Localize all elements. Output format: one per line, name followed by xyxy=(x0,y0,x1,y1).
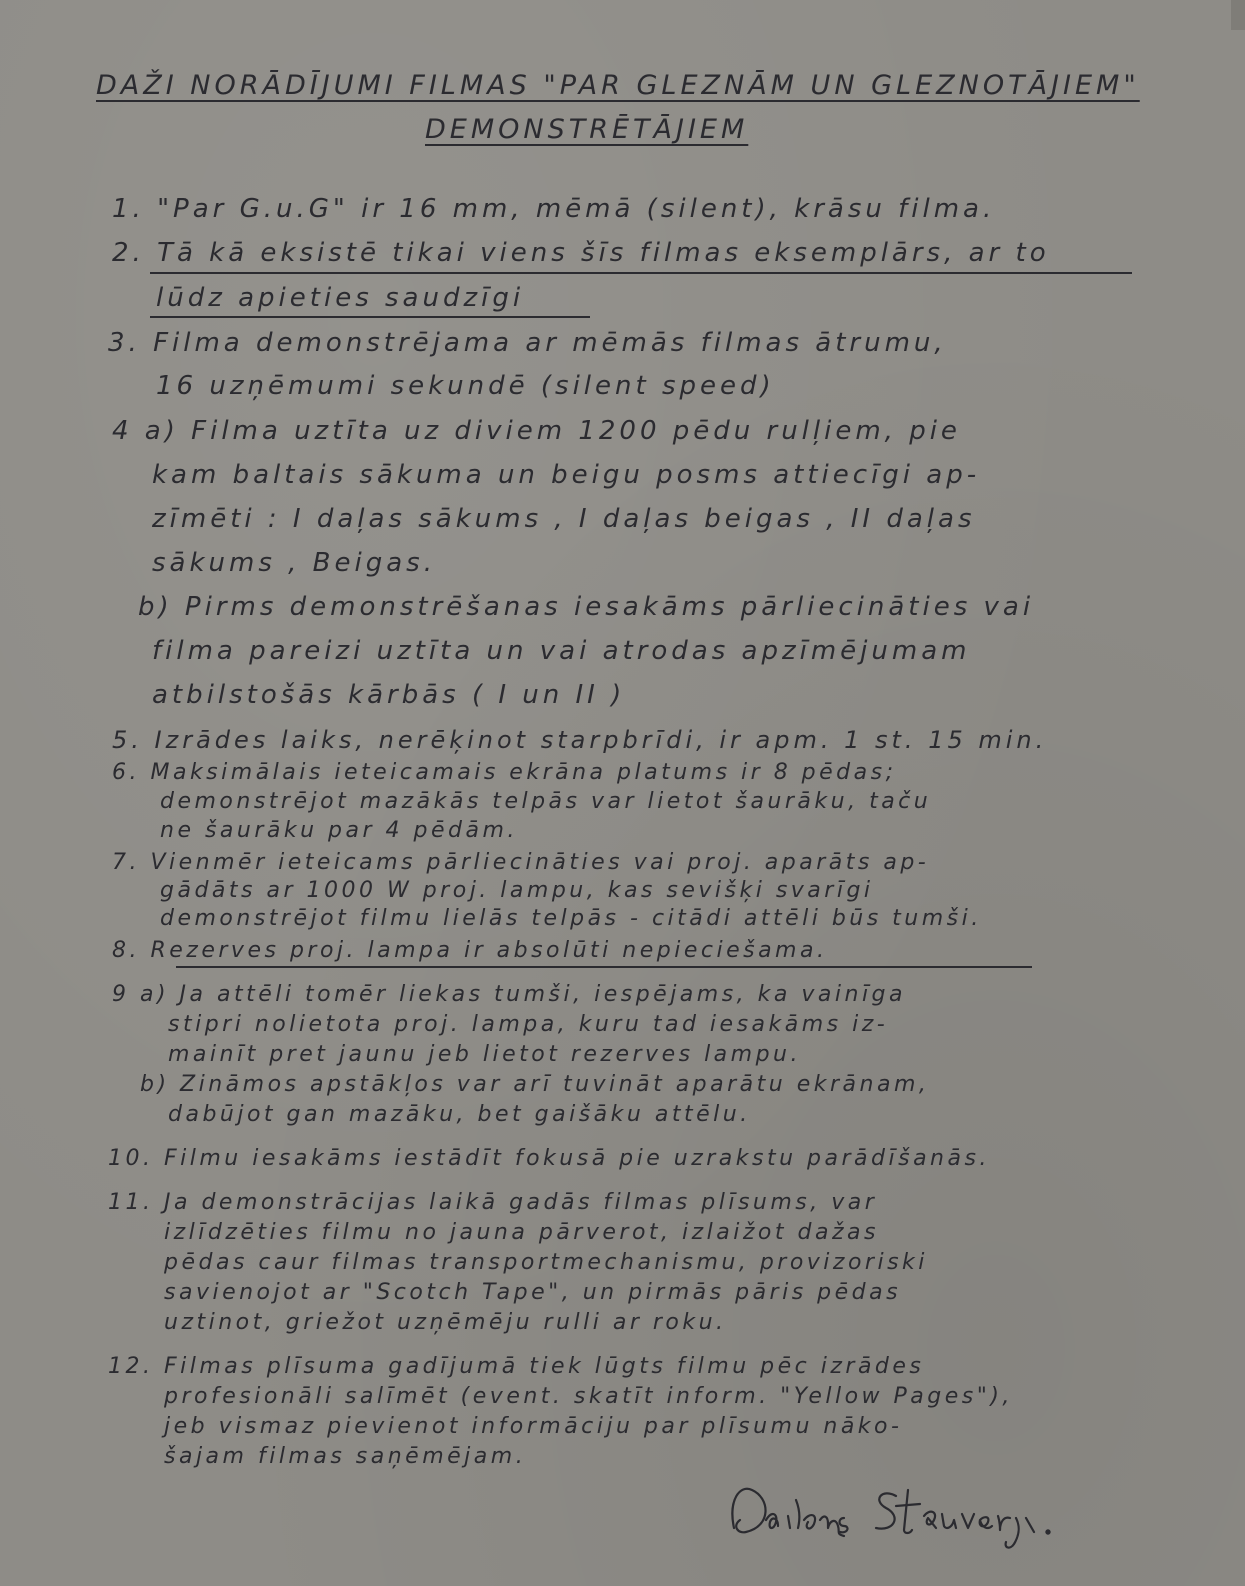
item-11-line1: 11. Ja demonstrācijas laikā gadās filmas plīsums, var xyxy=(108,1190,878,1215)
item-3-line1: 3. Filma demonstrējama ar mēmās filmas ātrumu, xyxy=(108,328,947,358)
item-9a-line3: mainīt pret jaunu jeb lietot rezerves lampu. xyxy=(168,1042,801,1067)
item-4b-line1: b) Pirms demonstrēšanas iesakāms pārliecināties vai xyxy=(138,592,1035,622)
item-11-line2: izlīdzēties filmu no jauna pārverot, izlaižot dažas xyxy=(164,1220,879,1245)
item-11-line5: uztinot, griežot uzņēmēju rulli ar roku. xyxy=(164,1310,727,1335)
item-11-line3: pēdas caur filmas transportmechanismu, provizoriski xyxy=(164,1250,928,1275)
item-9b-line2: dabūjot gan mazāku, bet gaišāku attēlu. xyxy=(168,1102,751,1127)
item-11-line4: savienojot ar "Scotch Tape", un pirmās pāris pēdas xyxy=(164,1280,902,1305)
item-2-line2: lūdz apieties saudzīgi xyxy=(156,283,525,313)
document-title-line2: DEMONSTRĒTĀJIEM xyxy=(425,114,749,145)
item-2-line1: 2. Tā kā eksistē tikai viens šīs filmas eksemplārs, ar to xyxy=(112,238,1050,268)
item-6-line1: 6. Maksimālais ieteicamais ekrāna platums ir 8 pēdas; xyxy=(112,760,897,785)
paper-corner xyxy=(1231,0,1245,30)
document-title-line1: DAŽI NORĀDĪJUMI FILMAS "PAR GLEZNĀM UN GLEZNOTĀJIEM" xyxy=(96,70,1140,101)
item-6-line2: demonstrējot mazākās telpās var lietot šaurāku, taču xyxy=(160,789,932,814)
item-12-line3: jeb vismaz pievienot informāciju par plīsumu nāko- xyxy=(164,1414,903,1439)
item-7-line3: demonstrējot filmu lielās telpās - citādi attēli būs tumši. xyxy=(160,906,982,931)
item-8: 8. Rezerves proj. lampa ir absolūti nepieciešama. xyxy=(112,938,828,963)
item-12-line4: šajam filmas saņēmējam. xyxy=(164,1444,527,1469)
item-4a-line3: zīmēti : I daļas sākums , I daļas beigas , II daļas xyxy=(152,504,976,534)
item-4a-line4: sākums , Beigas. xyxy=(152,548,436,578)
item-1: 1. "Par G.u.G" ir 16 mm, mēmā (silent), krāsu filma. xyxy=(112,194,996,224)
item-9a-line2: stipri nolietota proj. lampa, kuru tad iesakāms iz- xyxy=(168,1012,889,1037)
item-3-line2: 16 uzņēmumi sekundē (silent speed) xyxy=(156,371,775,401)
item-7-line2: gādāts ar 1000 W proj. lampu, kas sevišķi svarīgi xyxy=(160,878,874,903)
item-4b-line3: atbilstošās kārbās ( I un II ) xyxy=(152,680,626,710)
item-7-line1: 7. Vienmēr ieteicams pārliecināties vai proj. aparāts ap- xyxy=(112,850,930,875)
item-12-line1: 12. Filmas plīsuma gadījumā tiek lūgts filmu pēc izrādes xyxy=(108,1354,925,1379)
item-9a-line1: 9 a) Ja attēli tomēr liekas tumši, iespējams, ka vainīga xyxy=(112,982,906,1007)
item-2-underline2 xyxy=(150,316,590,318)
item-6-line3: ne šaurāku par 4 pēdām. xyxy=(160,818,518,843)
item-4a-line2: kam baltais sākuma un beigu posms attiecīgi ap- xyxy=(152,460,981,490)
item-12-line2: profesionāli salīmēt (event. skatīt inform. "Yellow Pages"), xyxy=(164,1384,1013,1409)
item-4b-line2: filma pareizi uztīta un vai atrodas apzīmējumam xyxy=(152,636,971,666)
item-8-underline xyxy=(176,966,1032,968)
item-2-underline1 xyxy=(150,272,1132,274)
item-4a-line1: 4 a) Filma uztīta uz diviem 1200 pēdu rulļiem, pie xyxy=(112,416,961,446)
item-10: 10. Filmu iesakāms iestādīt fokusā pie uzrakstu parādīšanās. xyxy=(108,1146,990,1171)
item-9b-line1: b) Zināmos apstākļos var arī tuvināt aparātu ekrānam, xyxy=(140,1072,930,1097)
signature-image xyxy=(726,1470,1066,1560)
item-5: 5. Izrādes laiks, nerēķinot starpbrīdi, ir apm. 1 st. 15 min. xyxy=(112,726,1048,754)
